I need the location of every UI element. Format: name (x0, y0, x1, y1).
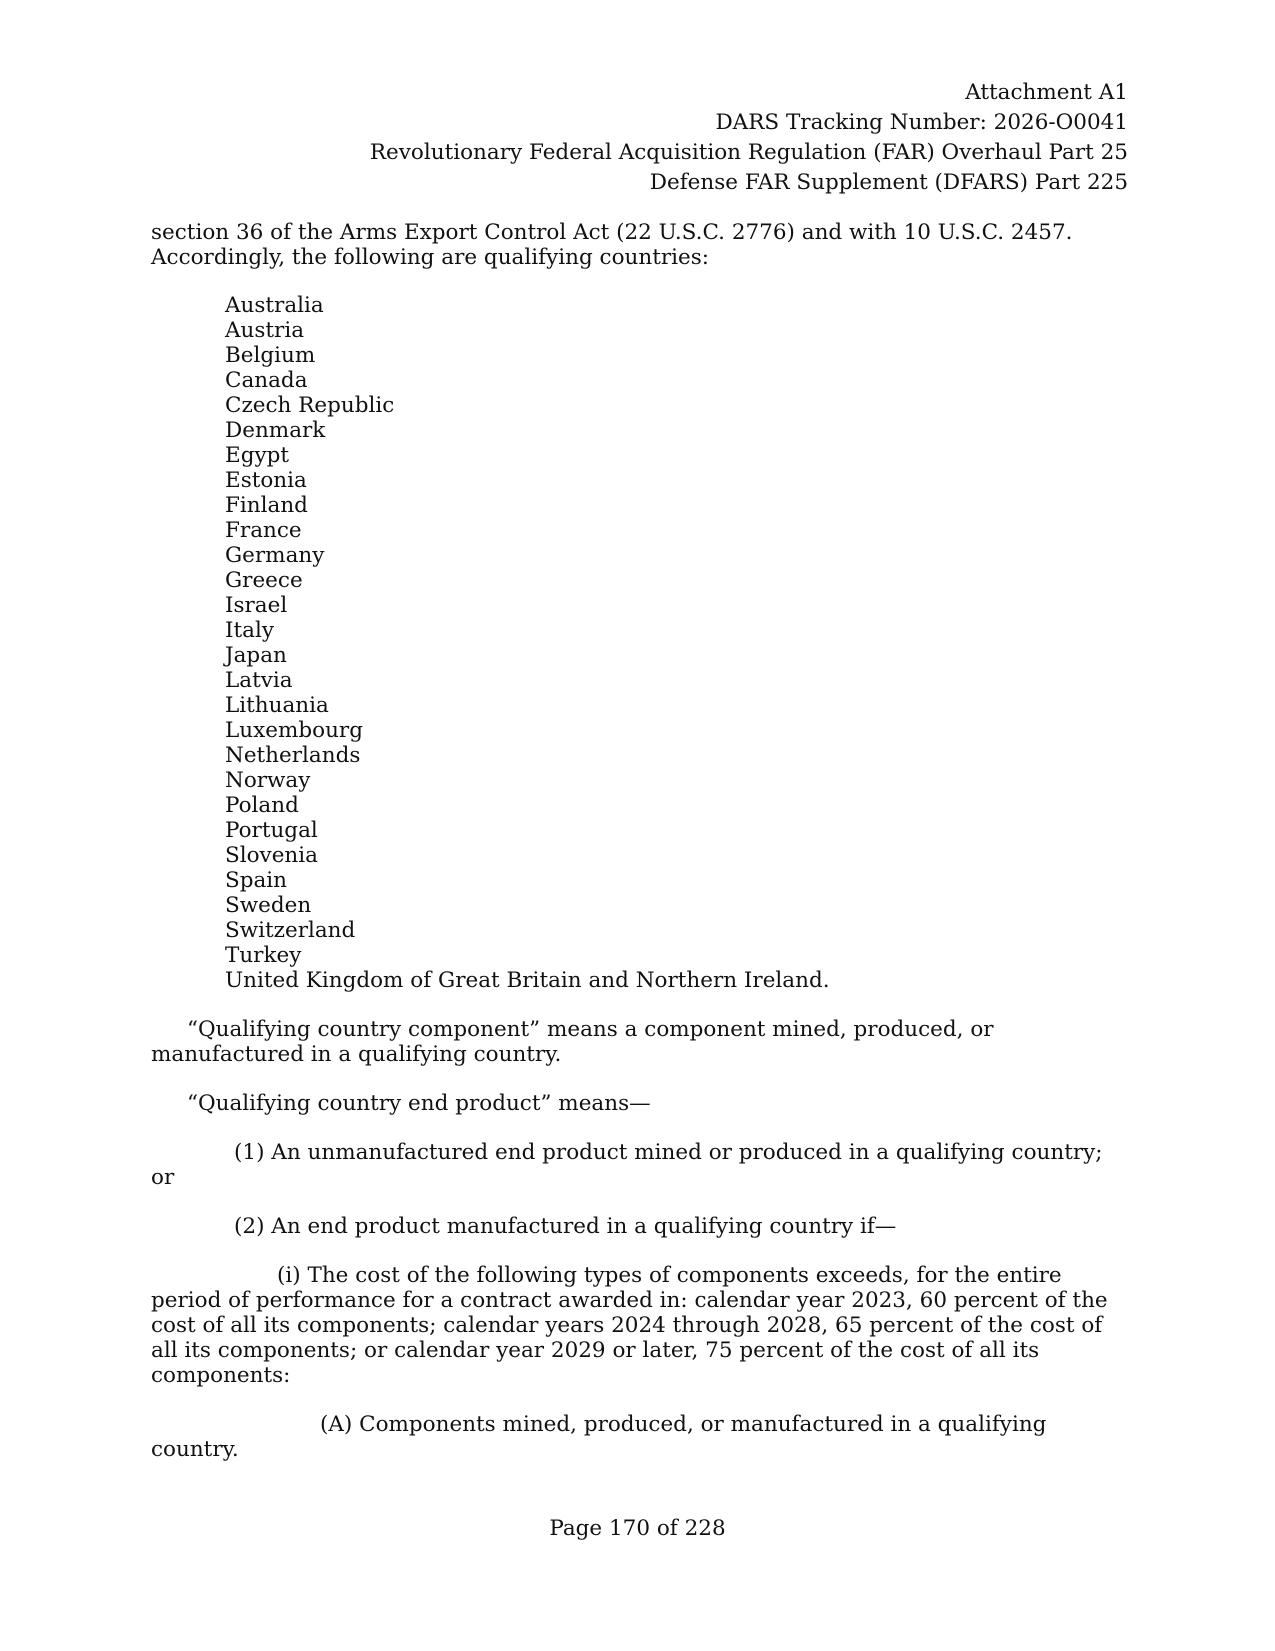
country-item: Slovenia (225, 843, 318, 868)
country-item: Estonia (225, 468, 307, 493)
country-item: Latvia (225, 668, 293, 693)
country-item: Egypt (225, 443, 290, 468)
country-item: Greece (225, 568, 303, 593)
country-item: Luxembourg (225, 718, 363, 743)
country-item: Czech Republic (225, 393, 395, 418)
header-attachment: Attachment A1 (965, 80, 1128, 105)
country-item: Poland (225, 793, 299, 818)
country-item: Japan (225, 643, 287, 668)
country-item: Portugal (225, 818, 318, 843)
item-i: (i) The cost of the following types of components exceeds, for the entire period of performance for a contract awarded in: calendar year 2023, 60 percent of the cost of all its components; calendar years 2024 through 2028, 65 percent of the cost of all its components; or calendar year 2029 or later, 75 percent of the cost of all its components: (151, 1263, 1108, 1388)
page-header (128, 78, 1128, 198)
country-item: Turkey (225, 943, 302, 968)
intro-paragraph: section 36 of the Arms Export Control Act (22 U.S.C. 2776) and with 10 U.S.C. 2457. Accordingly, the following are qualifying countries: (151, 220, 1073, 270)
country-item: Belgium (225, 343, 316, 368)
country-item: Sweden (225, 893, 312, 918)
country-item: Austria (225, 318, 305, 343)
country-item: Denmark (225, 418, 326, 443)
country-item: Canada (225, 368, 308, 393)
item-2: (2) An end product manufactured in a qualifying country if— (234, 1214, 897, 1239)
country-list (225, 293, 1131, 993)
item-1: (1) An unmanufactured end product mined or produced in a qualifying country; or (151, 1140, 1103, 1190)
item-a: (A) Components mined, produced, or manufactured in a qualifying country. (151, 1412, 1047, 1462)
country-item: Australia (225, 293, 324, 318)
country-item: Switzerland (225, 918, 356, 943)
end-product-definition: “Qualifying country end product” means— (187, 1091, 651, 1116)
page-body (151, 220, 1131, 1486)
country-item: Spain (225, 868, 288, 893)
country-item: Israel (225, 593, 288, 618)
component-definition: “Qualifying country component” means a component mined, produced, or manufactured in a qualifying country. (151, 1017, 994, 1067)
country-item: Netherlands (225, 743, 361, 768)
country-item: Norway (225, 768, 311, 793)
country-item: Italy (225, 618, 274, 643)
country-item: France (225, 518, 302, 543)
header-dfars-part: Defense FAR Supplement (DFARS) Part 225 (649, 170, 1128, 195)
page-number: Page 170 of 228 (549, 1516, 726, 1541)
country-item: United Kingdom of Great Britain and Northern Ireland. (225, 968, 830, 993)
header-far-part: Revolutionary Federal Acquisition Regulation (FAR) Overhaul Part 25 (369, 140, 1128, 165)
country-item: Germany (225, 543, 325, 568)
country-item: Finland (225, 493, 308, 518)
header-tracking-number: DARS Tracking Number: 2026-O0041 (715, 110, 1128, 135)
country-item: Lithuania (225, 693, 329, 718)
